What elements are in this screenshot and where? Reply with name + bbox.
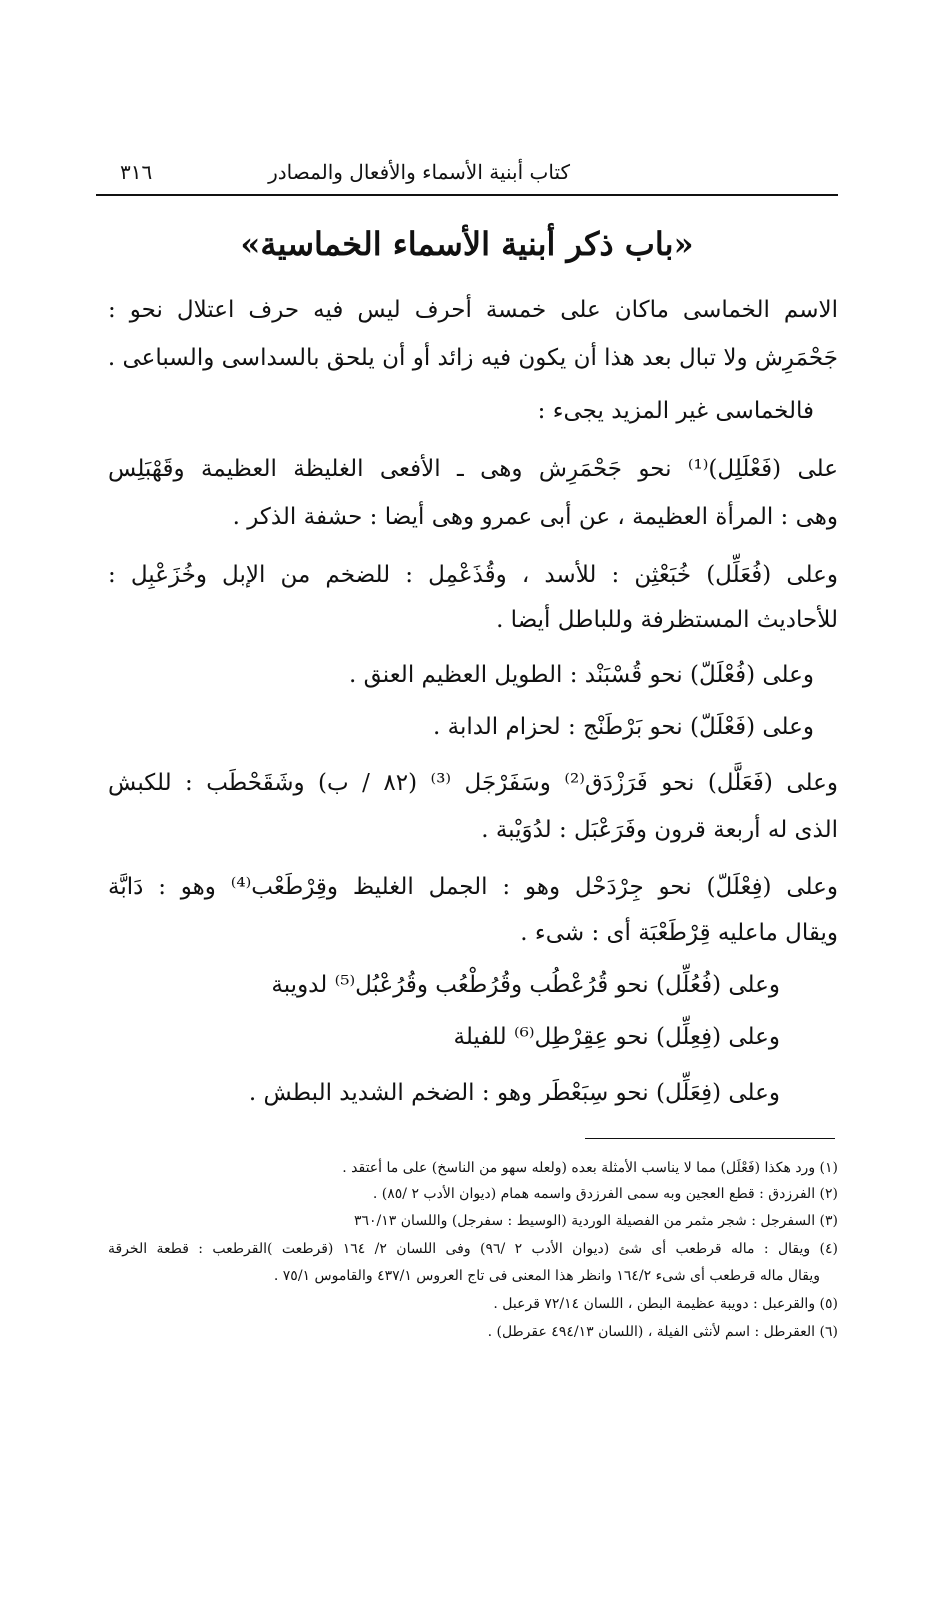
body-line: على (فَعْلَلِل)⁽¹⁾ نحو جَحْمَرِش وهى ـ الأفعى الغليظة العظيمة وقَهْبَلِس <box>108 456 838 482</box>
footnote: (٢) الفرزدق : قطع العجين وبه سمى الفرزدق واسمه همام (ديوان الأدب ٢ /٨٥) . <box>372 1186 838 1202</box>
body-line: وهى : المرأة العظيمة ، عن أبى عمرو وهى أيضا : حشفة الذكر . <box>232 504 838 530</box>
body-line: وعلى (فِعِلِّل) نحو عِقِرْطِل⁽⁶⁾ للفيلة <box>453 1024 780 1050</box>
body-line: الاسم الخماسى ماكان على خمسة أحرف ليس فيه حرف اعتلال نحو : <box>108 297 838 323</box>
body-line: الذى له أربعة قرون وفَرَعْبَل : لدُوَيْبة . <box>481 817 838 843</box>
body-line: وعلى (فِعَلِّل) نحو سِبَعْطَر وهو : الضخم الشديد البطش . <box>248 1080 780 1106</box>
footnote-continuation: ويقال ماله قرطعب أى شىء ١٦٤/٢ وانظر هذا المعنى فى تاج العروس ٤٣٧/١ والقاموس ٧٥/١ . <box>273 1268 820 1284</box>
footnote-rule <box>585 1138 835 1139</box>
footnote: (٤) ويقال : ماله قرطعب أى شئ (ديوان الأدب ٢ /٩٦) وفى اللسان ٢/ ١٦٤ (قرطعت )القرطعب : قطعة الخرقة <box>108 1241 838 1257</box>
footnote: (٣) السفرجل : شجر مثمر من الفصيلة الوردية (الوسيط : سفرجل) واللسان ٣٦٠/١٣ <box>354 1213 838 1229</box>
footnote: (٥) والقرعبل : دويبة عظيمة البطن ، اللسان ٧٢/١٤ قرعبل . <box>493 1296 838 1312</box>
chapter-title: «باب ذكر أبنية الأسماء الخماسية» <box>240 225 694 263</box>
body-line: للأحاديث المستظرفة وللباطل أيضا . <box>496 607 838 633</box>
page-number: ٣١٦ <box>120 160 153 184</box>
running-header-title: كتاب أبنية الأسماء والأفعال والمصادر <box>268 160 570 184</box>
body-line: وعلى (فُعُلِّل) نحو قُرُعْطُب وقُرُطْعُب وقُرُعْبُل⁽⁵⁾ لدويبة <box>271 972 780 998</box>
body-line: جَحْمَرِش ولا تبال بعد هذا أن يكون فيه زائد أو أن يلحق بالسداسى والسباعى . <box>107 345 838 371</box>
body-line: وعلى (فُعْلَلّ) نحو قُسْبَنْد : الطويل العظيم العنق . <box>348 662 814 688</box>
body-line: ويقال ماعليه قِرْطَعْبَة أى : شىء . <box>520 920 838 946</box>
body-line: وعلى (فُعَلِّل) خُبَعْثِن : للأسد ، وقُذَعْمِل : للضخم من الإبل وخُزَعْبِل : <box>108 562 838 588</box>
body-line: فالخماسى غير المزيد يجىء : <box>537 398 814 424</box>
footnote: (٦) العقرطل : اسم لأنثى الفيلة ، (اللسان ٤٩٤/١٣ عقرطل) . <box>487 1324 838 1340</box>
header-rule <box>96 194 838 196</box>
body-line: وعلى (فَعْلَلّ) نحو بَرْطَنْج : لحزام الدابة . <box>432 714 814 740</box>
body-line: وعلى (فِعْلَلّ) نحو جِرْدَحْل وهو : الجمل الغليظ وقِرْطَعْب⁽⁴⁾ وهو : دَابَّة <box>108 874 838 900</box>
footnote: (١) ورد هكذا (فَعْلَل) مما لا يناسب الأمثلة بعده (ولعله سهو من الناسخ) على ما أعتقد . <box>342 1160 838 1176</box>
body-line: وعلى (فَعَلَّل) نحو فَرَزْدَق⁽²⁾ وسَفَرْجَل ⁽³⁾ (٨٢ / ب) وشَقَحْطَب : للكبش <box>108 770 838 796</box>
